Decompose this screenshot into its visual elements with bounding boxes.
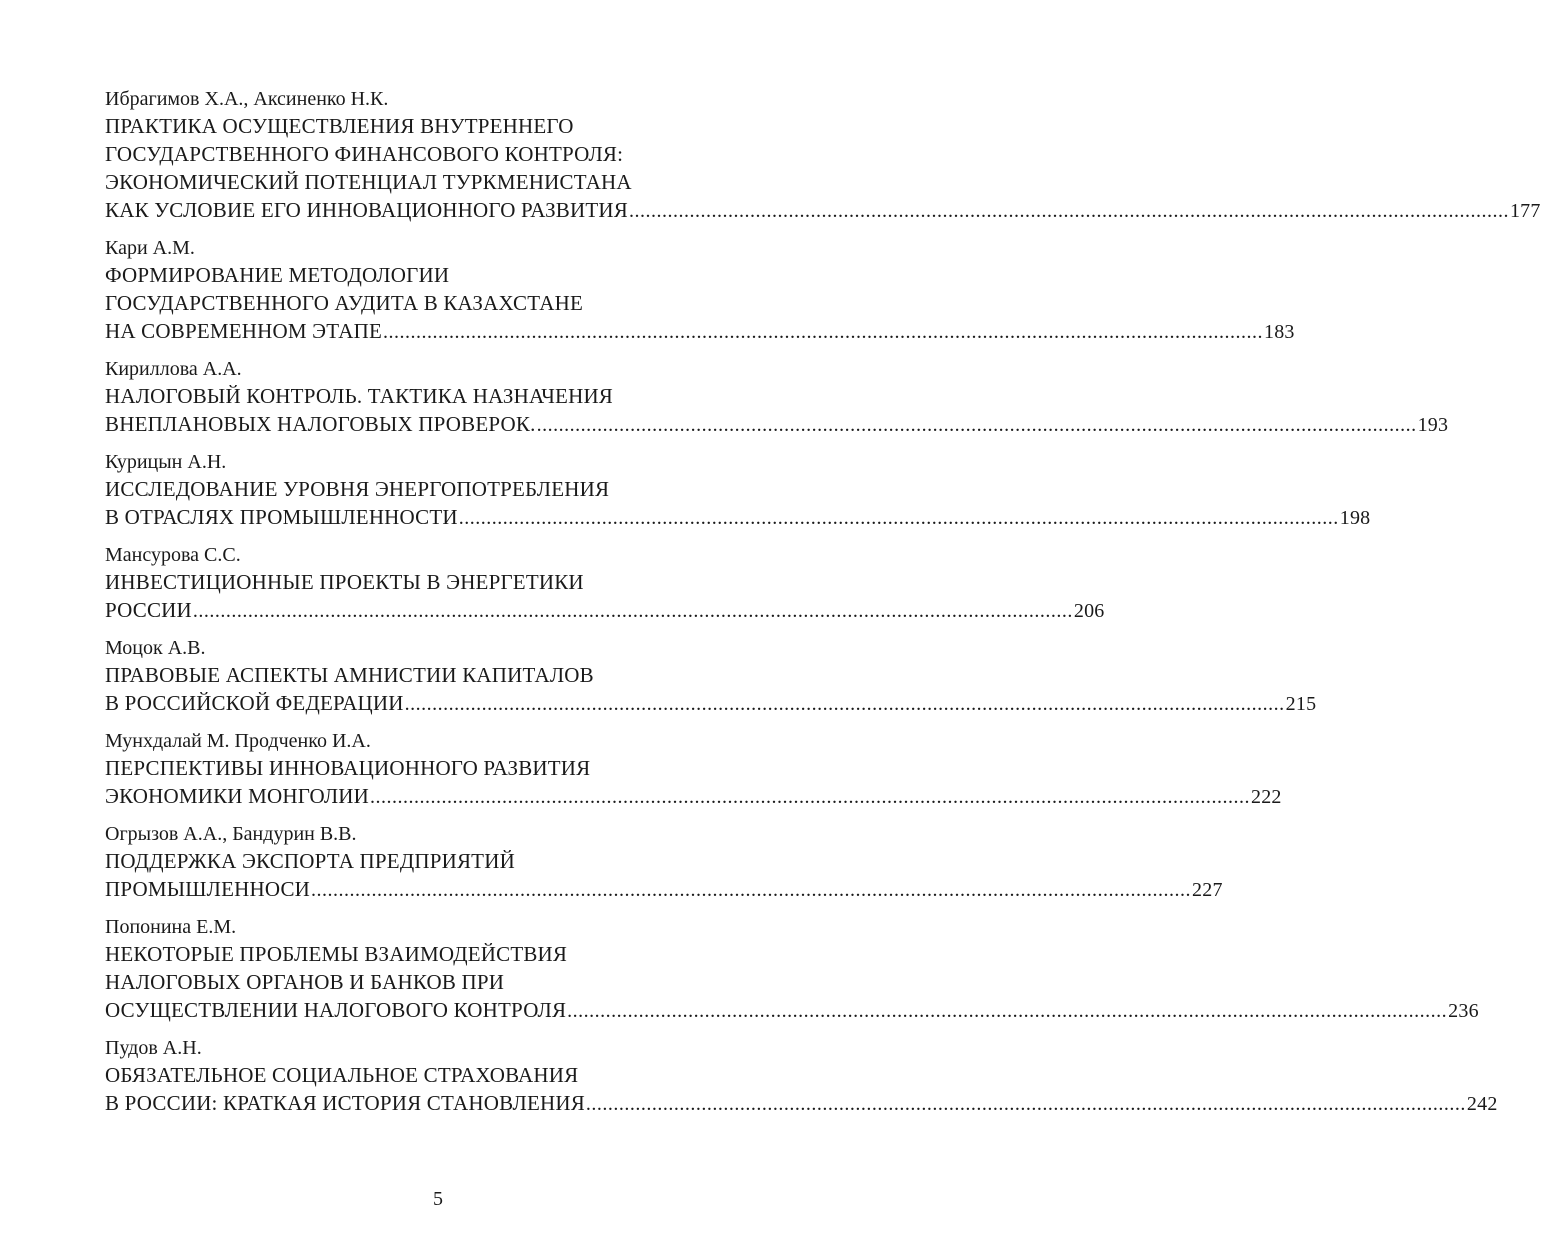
entry-authors: Мансурова С.С.	[105, 544, 241, 566]
entry-title-line: ГОСУДАРСТВЕННОГО АУДИТА В КАЗАХСТАНЕ	[105, 291, 583, 315]
entry-title-line: ПРАКТИКА ОСУЩЕСТВЛЕНИЯ ВНУТРЕННЕГО	[105, 114, 574, 138]
entry-authors: Кари А.М.	[105, 237, 195, 259]
toc-entry	[105, 821, 1223, 904]
entry-title-line: ОСУЩЕСТВЛЕНИИ НАЛОГОВОГО КОНТРОЛЯ	[105, 998, 567, 1022]
entry-title-line: НАЛОГОВЫЙ КОНТРОЛЬ. ТАКТИКА НАЗНАЧЕНИЯ	[105, 384, 614, 408]
entry-page-number: 206	[1073, 600, 1105, 622]
entry-title-last-line	[105, 196, 1541, 225]
entry-title-line: В РОССИЙСКОЙ ФЕДЕРАЦИИ	[105, 691, 404, 715]
entry-authors: Пудов А.Н.	[105, 1037, 202, 1059]
toc-entry	[105, 86, 1541, 225]
entry-title-last-line	[105, 410, 1449, 439]
toc-entry	[105, 635, 1317, 718]
entry-page-number: 242	[1466, 1093, 1498, 1115]
entry-title-last-line	[105, 596, 1105, 625]
dot-leader: ................................................................................................................................................................	[628, 200, 1509, 222]
dot-leader: ................................................................................................................................................................	[192, 600, 1073, 622]
toc-entry	[105, 1035, 1498, 1118]
entry-title-last-line	[105, 782, 1282, 811]
entry-authors: Огрызов А.А., Бандурин В.В.	[105, 823, 357, 845]
entry-authors: Мунхдалай М. Продченко И.А.	[105, 730, 371, 752]
entry-authors: Ибрагимов Х.А., Аксиненко Н.К.	[105, 88, 389, 110]
entry-title-line: НА СОВРЕМЕННОМ ЭТАПЕ	[105, 319, 382, 343]
toc-entry	[105, 449, 1371, 532]
entry-page-number: 198	[1339, 507, 1371, 529]
entry-page-number: 183	[1264, 321, 1295, 343]
entry-page-number: 193	[1417, 414, 1449, 436]
entry-authors: Попонина Е.М.	[105, 916, 237, 938]
entry-title-last-line	[105, 1089, 1498, 1118]
entry-authors: Курицын А.Н.	[105, 451, 227, 473]
dot-leader: ................................................................................................................................................................	[536, 414, 1417, 436]
entry-title-last-line	[105, 317, 1295, 346]
dot-leader: ................................................................................................................................................................	[458, 507, 1339, 529]
entry-title-line: ИНВЕСТИЦИОННЫЕ ПРОЕКТЫ В ЭНЕРГЕТИКИ	[105, 570, 584, 594]
entry-title-line: ЭКОНОМИЧЕСКИЙ ПОТЕНЦИАЛ ТУРКМЕНИСТАНА	[105, 170, 632, 194]
entry-title-line: ЭКОНОМИКИ МОНГОЛИИ	[105, 784, 370, 808]
entry-title-line: ОБЯЗАТЕЛЬНОЕ СОЦИАЛЬНОЕ СТРАХОВАНИЯ	[105, 1063, 579, 1087]
table-of-contents	[105, 86, 1541, 1128]
entry-title-line: ИССЛЕДОВАНИЕ УРОВНЯ ЭНЕРГОПОТРЕБЛЕНИЯ	[105, 477, 610, 501]
dot-leader: ................................................................................................................................................................	[567, 1000, 1448, 1022]
entry-page-number: 177	[1509, 200, 1541, 222]
entry-title-last-line	[105, 689, 1317, 718]
entry-title-line: РОССИИ	[105, 598, 192, 622]
dot-leader: ................................................................................................................................................................	[383, 321, 1263, 343]
entry-title-line: НЕКОТОРЫЕ ПРОБЛЕМЫ ВЗАИМОДЕЙСТВИЯ	[105, 942, 568, 966]
toc-entry	[105, 542, 1105, 625]
toc-entry	[105, 235, 1295, 346]
entry-page-number: 222	[1251, 786, 1282, 808]
entry-title-line: КАК УСЛОВИЕ ЕГО ИННОВАЦИОННОГО РАЗВИТИЯ	[105, 198, 628, 222]
entry-page-number: 227	[1192, 879, 1223, 901]
page-number: 5	[433, 1188, 443, 1210]
entry-title-last-line	[105, 875, 1223, 904]
entry-title-line: ПРОМЫШЛЕННОСИ	[105, 877, 311, 901]
entry-title-line: ПЕРСПЕКТИВЫ ИННОВАЦИОННОГО РАЗВИТИЯ	[105, 756, 591, 780]
entry-title-line: НАЛОГОВЫХ ОРГАНОВ И БАНКОВ ПРИ	[105, 970, 505, 994]
toc-entry	[105, 356, 1449, 439]
toc-entry	[105, 728, 1282, 811]
entry-title-last-line	[105, 996, 1479, 1025]
entry-authors: Моцок А.В.	[105, 637, 206, 659]
dot-leader: ................................................................................................................................................................	[311, 879, 1192, 901]
entry-title-last-line	[105, 503, 1371, 532]
entry-page-number: 236	[1448, 1000, 1479, 1022]
entry-title-line: В ОТРАСЛЯХ ПРОМЫШЛЕННОСТИ	[105, 505, 458, 529]
entry-title-line: ФОРМИРОВАНИЕ МЕТОДОЛОГИИ	[105, 263, 450, 287]
dot-leader: ................................................................................................................................................................	[370, 786, 1251, 808]
dot-leader: ................................................................................................................................................................	[585, 1093, 1466, 1115]
entry-title-line: ВНЕПЛАНОВЫХ НАЛОГОВЫХ ПРОВЕРОК.	[105, 412, 536, 436]
toc-entry	[105, 914, 1479, 1025]
entry-title-line: ГОСУДАРСТВЕННОГО ФИНАНСОВОГО КОНТРОЛЯ:	[105, 142, 624, 166]
dot-leader: ................................................................................................................................................................	[404, 693, 1285, 715]
entry-page-number: 215	[1285, 693, 1317, 715]
entry-title-line: В РОССИИ: КРАТКАЯ ИСТОРИЯ СТАНОВЛЕНИЯ	[105, 1091, 585, 1115]
entry-title-line: ПРАВОВЫЕ АСПЕКТЫ АМНИСТИИ КАПИТАЛОВ	[105, 663, 594, 687]
entry-title-line: ПОДДЕРЖКА ЭКСПОРТА ПРЕДПРИЯТИЙ	[105, 849, 515, 873]
entry-authors: Кириллова А.А.	[105, 358, 242, 380]
